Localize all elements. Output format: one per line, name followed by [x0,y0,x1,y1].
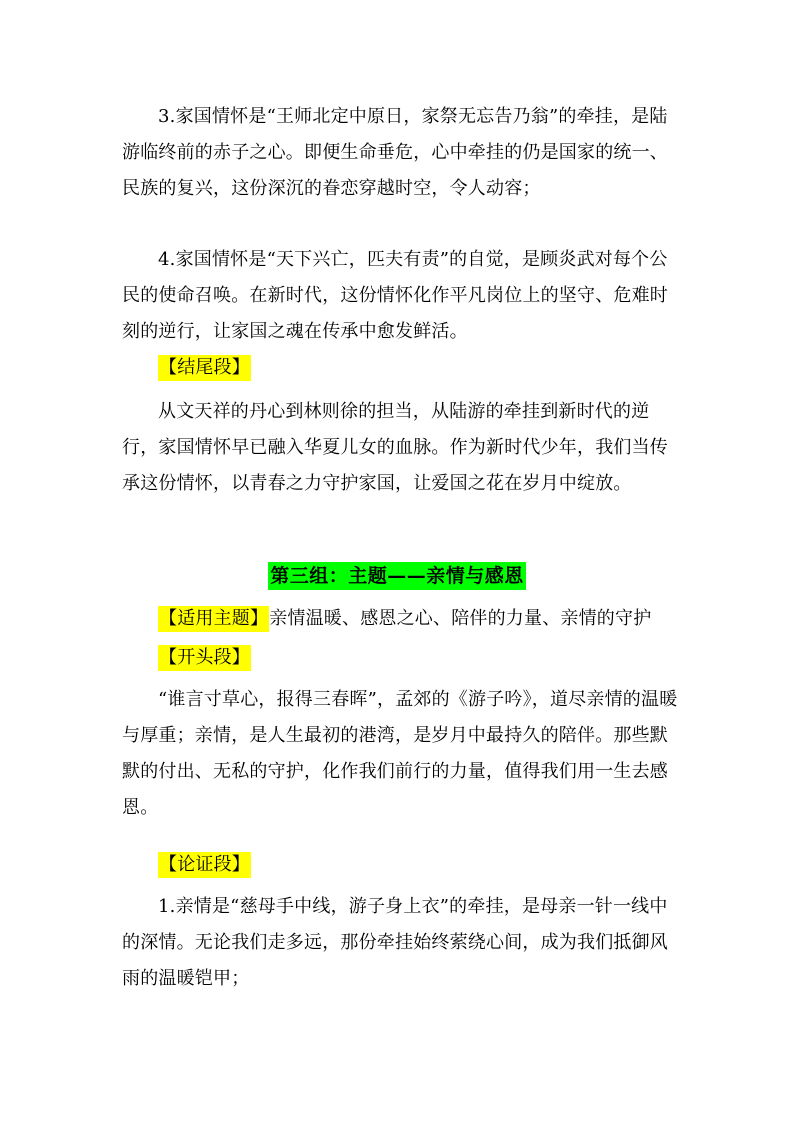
group3-heading: 第三组：主题——亲情与感恩 [268,562,526,590]
paragraph-item-4 [122,242,682,350]
theme-text: 亲情温暖、感恩之心、陪伴的力量、亲情的守护 [269,608,652,629]
paragraph-opening [122,682,682,826]
argument-label-row [122,847,682,883]
item-3-text: 3.家国情怀是“王师北定中原日，家祭无忘告乃翁”的牵挂，是陆游临终前的赤子之心。即便生命垂危，心中牵挂的仍是国家的统一、民族的复兴，这份深沉的眷恋穿越时空，令人动容； [122,106,668,199]
theme-row [122,601,698,637]
paragraph-item-3 [122,99,682,207]
ending-label: 【结尾段】 [158,355,251,381]
opening-label: 【开头段】 [158,645,251,671]
group3-heading-row [0,558,794,594]
theme-label: 【适用主题】 [158,606,269,632]
paragraph-ending [122,394,682,502]
ending-label-row [122,350,682,386]
argument-label: 【论证段】 [158,852,251,878]
item-4-text: 4.家国情怀是“天下兴亡，匹夫有责”的自觉，是顾炎武对每个公民的使命召唤。在新时代，这份情怀化作平凡岗位上的坚守、危难时刻的逆行，让家国之魂在传承中愈发鲜活。 [122,249,668,342]
item-1-text: 1.亲情是“慈母手中线，游子身上衣”的牵挂，是母亲一针一线中的深情。无论我们走多远，那份牵挂始终萦绕心间，成为我们抵御风雨的温暖铠甲； [122,896,668,989]
ending-text: 从文天祥的丹心到林则徐的担当，从陆游的牵挂到新时代的逆行，家国情怀早已融入华夏儿女的血脉。作为新时代少年，我们当传承这份情怀，以青春之力守护家国，让爱国之花在岁月中绽放。 [122,401,668,494]
paragraph-item-1 [122,889,682,997]
opening-label-row [122,640,682,676]
opening-text: “谁言寸草心，报得三春晖”，孟郊的《游子吟》，道尽亲情的温暖与厚重；亲情，是人生最初的港湾，是岁月中最持久的陪伴。那些默默的付出、无私的守护，化作我们前行的力量，值得我们用一生去感恩。 [122,689,678,818]
